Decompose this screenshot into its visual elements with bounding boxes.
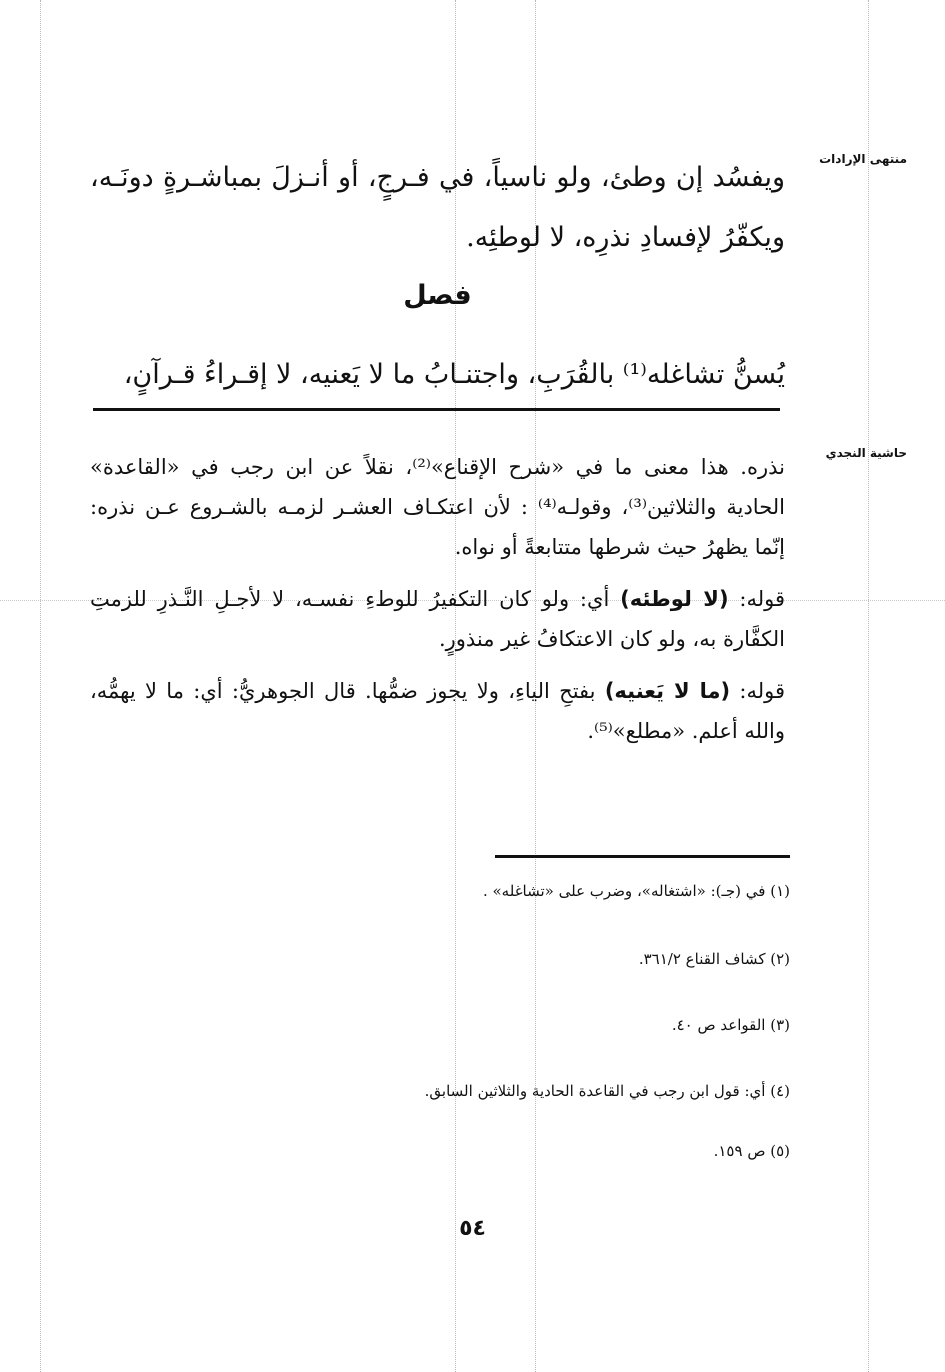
guide-line [868, 0, 869, 1372]
hashiya-paragraph-1: نذره. هذا معنى ما في «شرح الإقناع»⁽²⁾، نقلاً عن ابن رجب في «القاعدة» الحادية والثلاثين⁽³⁾، وقولـه⁽⁴⁾ : لأن اعتكـاف العشـر لزمـه بالشـروع عـن نذره: إنّما يظهرُ حيث شرطها متتابعةً أو نواه. [90, 455, 785, 559]
guide-line [40, 0, 41, 1372]
section-divider [93, 408, 780, 411]
hashiya-paragraph-2 [90, 579, 785, 659]
side-label-matn: منتهى الإرادات [819, 152, 907, 166]
hashiya-block [90, 447, 785, 763]
section-heading: فصل [403, 280, 472, 311]
commentary-text: أي: ولو كان التكفيرُ للوطءِ نفسـه، لا لأجـلِ النَّـذرِ للزمتِ الكفَّارة به، ولو كان الاعتكافُ غير منذورٍ. [90, 587, 785, 651]
footnote-divider [495, 855, 790, 858]
side-label-hashiya: حاشية النجدي [825, 446, 907, 460]
quoted-term: (لا لوطئه) [620, 587, 729, 611]
page-number: ٥٤ [459, 1216, 486, 1241]
matn-paragraph-1: ويفسُد إن وطئ، ولو ناسياً، في فـرجٍ، أو أنـزلَ بمباشـرةٍ دونَـه، ويكفّرُ لإفسادِ نذرِه، لا لوطئِه. [90, 162, 785, 253]
footnote-3: (٣) القواعد ص ٤٠. [671, 1016, 790, 1034]
commentary-text: بفتحِ الياءِ، ولا يجوز ضمُّها. قال الجوهريُّ: أي: ما لا يهمُّه، والله أعلم. «مطلع»⁽⁵⁾. [90, 679, 785, 743]
footnote-2: (٢) كشاف القناع ٣٦١/٢. [638, 950, 790, 968]
matn-paragraph-2: يُسنُّ تشاغله⁽¹⁾ بالقُرَبِ، واجتنـابُ ما لا يَعنيه، لا إقـراءُ قـرآنٍ، [123, 359, 785, 390]
hashiya-paragraph-3 [90, 671, 785, 751]
qawluh-label: قوله: [730, 679, 785, 703]
footnote-1: (١) في (جـ): «اشتغاله»، وضرب على «تشاغله» . [482, 882, 790, 900]
footnote-5: (٥) ص ١٥٩. [713, 1142, 790, 1160]
footnote-4: (٤) أي: قول ابن رجب في القاعدة الحادية والثلاثين السابق. [424, 1082, 790, 1100]
quoted-term: (ما لا يَعنيه) [604, 679, 731, 703]
qawluh-label: قوله: [728, 587, 785, 611]
